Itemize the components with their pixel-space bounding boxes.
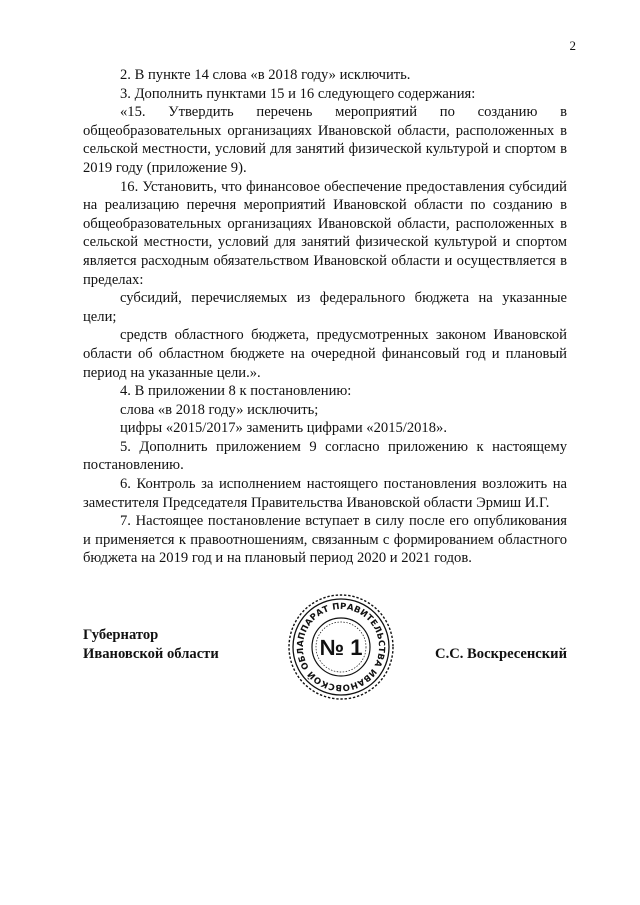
paragraph-2: 2. В пункте 14 слова «в 2018 году» исключить. <box>120 67 411 83</box>
paragraph-7: 7. Настоящее постановление вступает в силу после его опубликования и применяется к правоотношениям, связанным с формированием областного бюджета на 2019 год и на плановый период 2020 и 2021 годов. <box>83 513 567 567</box>
paragraph-3: 3. Дополнить пунктами 15 и 16 следующего содержания: <box>120 85 476 102</box>
paragraph-4-numbers: цифры «2015/2017» заменить цифрами «2015/2018». <box>120 420 447 437</box>
signer-position: Губернатор <box>83 627 159 643</box>
paragraph-6: 6. Контроль за исполнением настоящего постановления возложить на заместителя Председателя Правительства Ивановской области Эрмиш И.Г. <box>83 476 567 511</box>
signer-region: Ивановской области <box>83 645 219 662</box>
seal-graphic <box>286 590 396 704</box>
paragraph-federal-subsidies: субсидий, перечисляемых из федерального бюджета на указанные цели; <box>83 290 567 325</box>
signer-title <box>83 626 219 663</box>
page-number: 2 <box>569 38 576 53</box>
paragraph-15: «15. Утвердить перечень мероприятий по созданию в общеобразовательных организациях Ивановской области, расположенных в сельской местности, условий для занятий физической культурой и спортом в 2019 году (приложение 9). <box>83 104 567 176</box>
paragraph-4-words: слова «в 2018 году» исключить; <box>120 401 319 418</box>
paragraph-16: 16. Установить, что финансовое обеспечение предоставления субсидий на реализацию перечня мероприятий Ивановской области по созданию в общеобразовательных организациях Ивановской области, расположенных в сельской местности, условий для занятий физической культурой и спортом является расходным обязательством Ивановской области и осуществляется в пределах: <box>83 178 567 288</box>
seal-circular-text: АППАРАТ ПРАВИТЕЛЬСТВА ИВАНОВСКОЙ ОБЛ <box>295 601 387 693</box>
paragraph-regional-budget: средств областного бюджета, предусмотренных законом Ивановской области об областном бюджете на очередной финансовый год и плановый период на указанные цели.». <box>83 327 567 381</box>
paragraph-4: 4. В приложении 8 к постановлению: <box>120 383 352 400</box>
paragraph-5: 5. Дополнить приложением 9 согласно приложению к настоящему постановлению. <box>83 438 567 474</box>
official-seal <box>286 590 396 704</box>
document-body <box>83 66 567 568</box>
signer-name: С.С. Воскресенский <box>435 646 567 662</box>
seal-number: № 1 <box>319 635 363 660</box>
signature-block <box>83 590 567 710</box>
